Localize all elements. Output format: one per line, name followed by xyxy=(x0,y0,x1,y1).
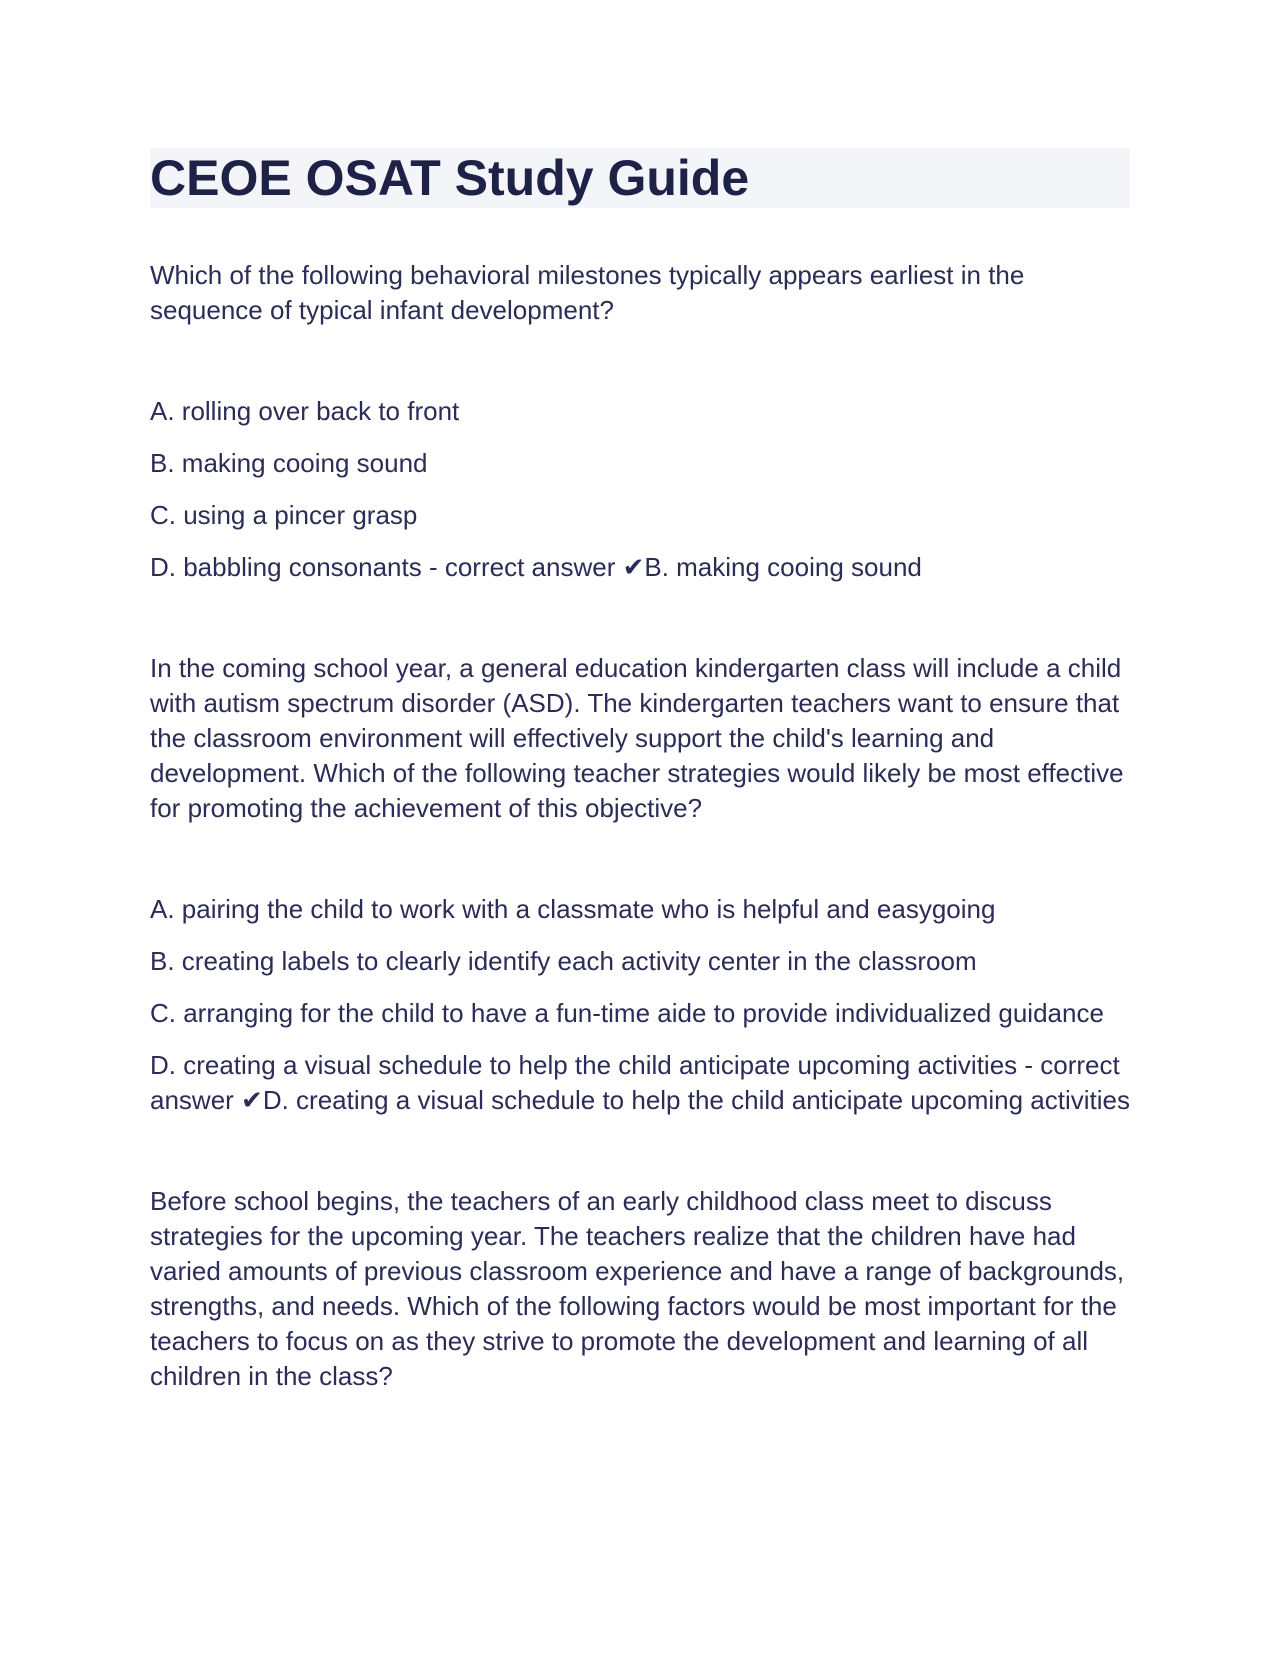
question-2-options xyxy=(150,892,1130,1118)
title-bar xyxy=(150,148,1130,208)
question-1-options xyxy=(150,394,1130,585)
question-1-option-c: C. using a pincer grasp xyxy=(150,500,418,530)
question-2-option-d-answer: D. creating a visual schedule to help the child anticipate upcoming activities - correct answer ✔D. creating a visual schedule to help the child anticipate upcoming activities xyxy=(150,1050,1130,1115)
question-1-option-b: B. making cooing sound xyxy=(150,448,428,478)
document-page xyxy=(150,148,1130,1394)
question-1-option-d-answer: D. babbling consonants - correct answer ✔B. making cooing sound xyxy=(150,552,922,582)
question-3-prompt: Before school begins, the teachers of an early childhood class meet to discuss strategies for the upcoming year. The teachers realize that the children have had varied amounts of previous classroom experience and have a range of backgrounds, strengths, and needs. Which of the following factors would be most important for the teachers to focus on as they strive to promote the development and learning of all children in the class? xyxy=(150,1186,1125,1391)
question-2-option-b: B. creating labels to clearly identify each activity center in the classroom xyxy=(150,946,977,976)
document-title: CEOE OSAT Study Guide xyxy=(150,150,750,206)
question-1-prompt: Which of the following behavioral milestones typically appears earliest in the sequence of typical infant development? xyxy=(150,260,1025,325)
question-2-option-a: A. pairing the child to work with a classmate who is helpful and easygoing xyxy=(150,894,996,924)
question-1-option-a: A. rolling over back to front xyxy=(150,396,460,426)
question-2-prompt: In the coming school year, a general education kindergarten class will include a child with autism spectrum disorder (ASD). The kindergarten teachers want to ensure that the classroom environment will effectively support the child's learning and development. Which of the following teacher strategies would likely be most effective for promoting the achievement of this objective? xyxy=(150,653,1124,823)
question-2-option-c: C. arranging for the child to have a fun-time aide to provide individualized guidance xyxy=(150,998,1104,1028)
